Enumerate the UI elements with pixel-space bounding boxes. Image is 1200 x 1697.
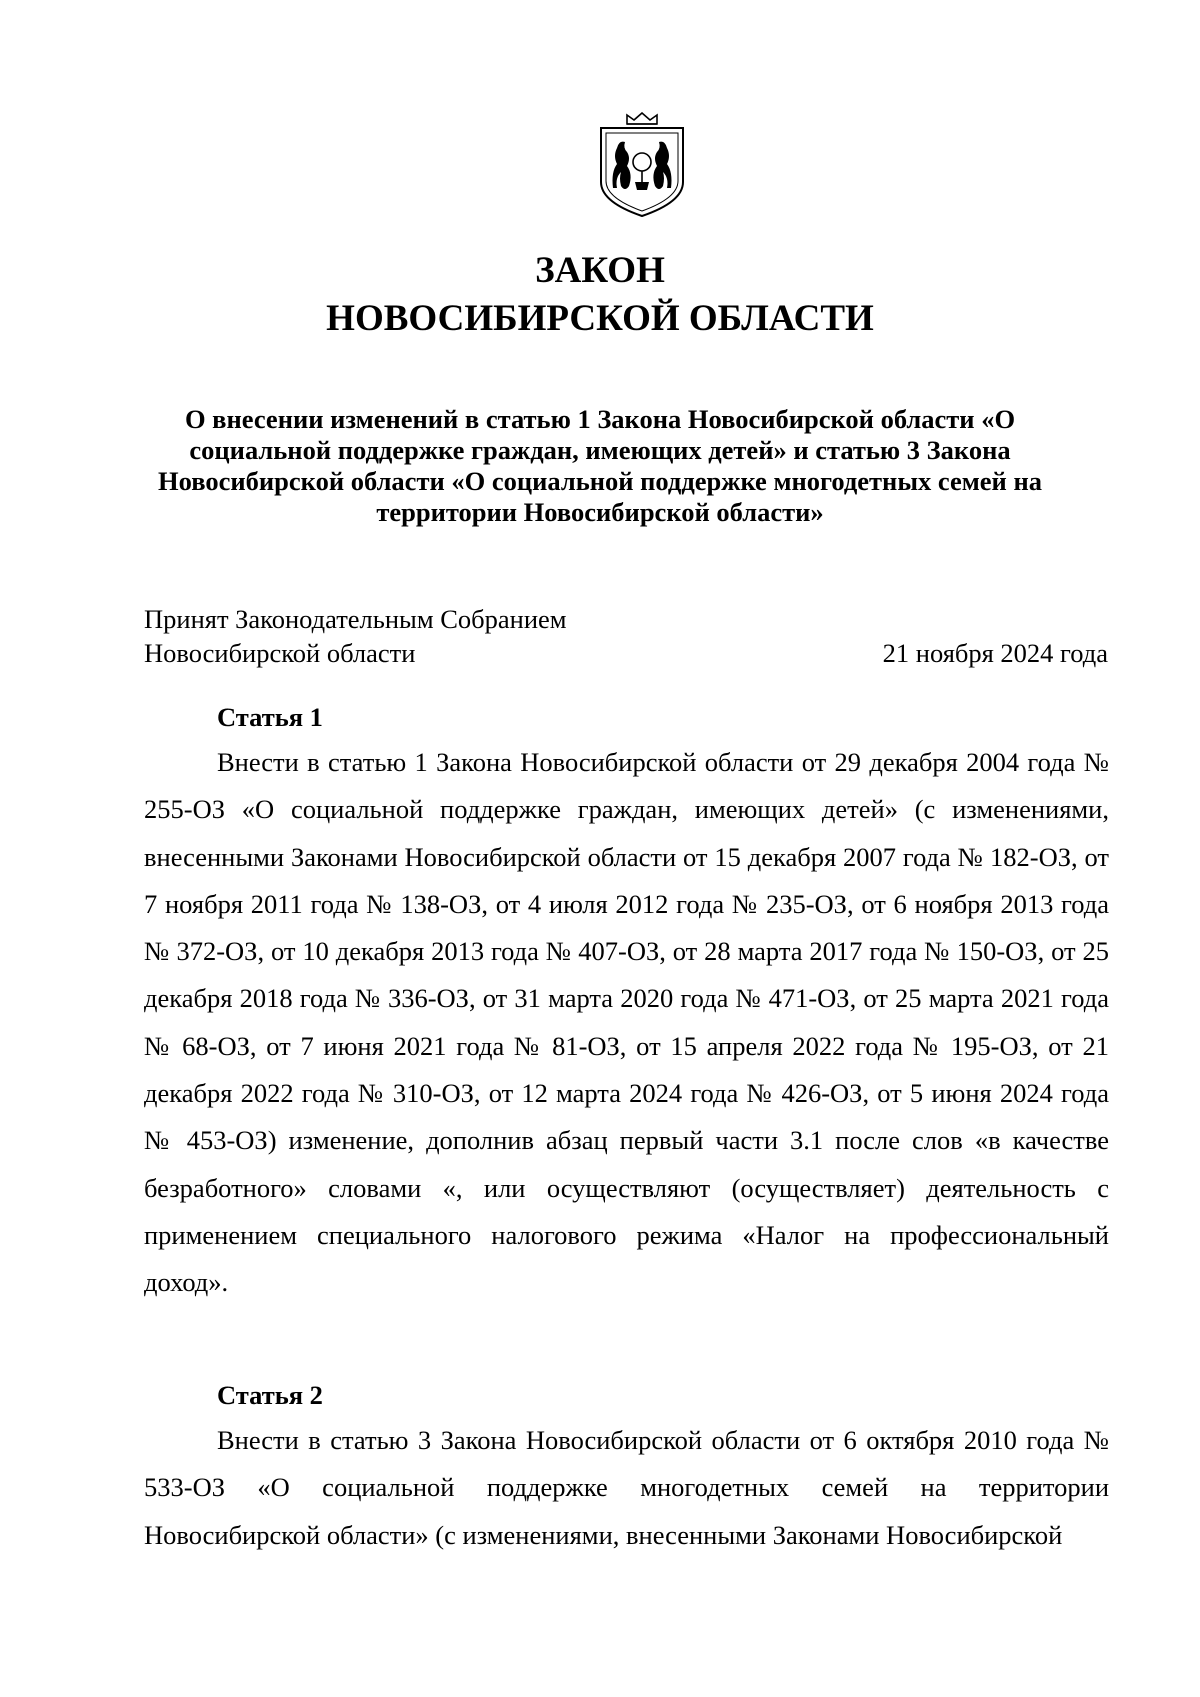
coat-of-arms-icon [597, 112, 687, 218]
article-1-text: Внести в статью 1 Закона Новосибирской области от 29 декабря 2004 года № 255-ОЗ «О социальной поддержке граждан, имеющих детей» (с изменениями, внесенными Законами Новосибирской области от 15 декабря 2007 года № 182-ОЗ, от 7 ноября 2011 года № 138-ОЗ, от 4 июля 2012 года № 235-ОЗ, от 6 ноября 2013 года № 372-ОЗ, от 10 декабря 2013 года № 407-ОЗ, от 28 марта 2017 года № 150-ОЗ, от 25 декабря 2018 года № 336-ОЗ, от 31 марта 2020 года № 471-ОЗ, от 25 марта 2021 года № 68-ОЗ, от 7 июня 2021 года № 81-ОЗ, от 15 апреля 2022 года № 195-ОЗ, от 21 декабря 2022 года № 310-ОЗ, от 12 марта 2024 года № 426-ОЗ, от 5 июня 2024 года № 453-ОЗ) изменение, дополнив абзац первый части 3.1 после слов «в качестве безработного» словами «, или осуществляют (осуществляет) деятельность с применением специального налогового режима «Налог на профессиональный доход». [144, 747, 1109, 1298]
adoption-line-2: Новосибирской области [144, 638, 416, 668]
adoption-authority [144, 602, 567, 670]
adoption-date: 21 ноября 2024 года [882, 638, 1108, 668]
law-type-title: ЗАКОН [535, 250, 665, 291]
article-2-text: Внести в статью 3 Закона Новосибирской области от 6 октября 2010 года № 533-ОЗ «О социальной поддержке многодетных семей на территории Новосибирской области» (с изменениями, внесенными Законами Новосибирской [144, 1425, 1109, 1550]
article-1-heading: Статья 1 [217, 702, 323, 732]
law-region-title: НОВОСИБИРСКОЙ ОБЛАСТИ [326, 298, 874, 339]
law-subject: О внесении изменений в статью 1 Закона Новосибирской области «О социальной поддержке граждан, имеющих детей» и статью 3 Закона Новосибирской области «О социальной поддержке многодетных семей на территории Новосибирской области» [158, 404, 1042, 527]
adoption-line-1: Принят Законодательным Собранием [144, 604, 567, 634]
article-2-heading: Статья 2 [217, 1380, 323, 1410]
